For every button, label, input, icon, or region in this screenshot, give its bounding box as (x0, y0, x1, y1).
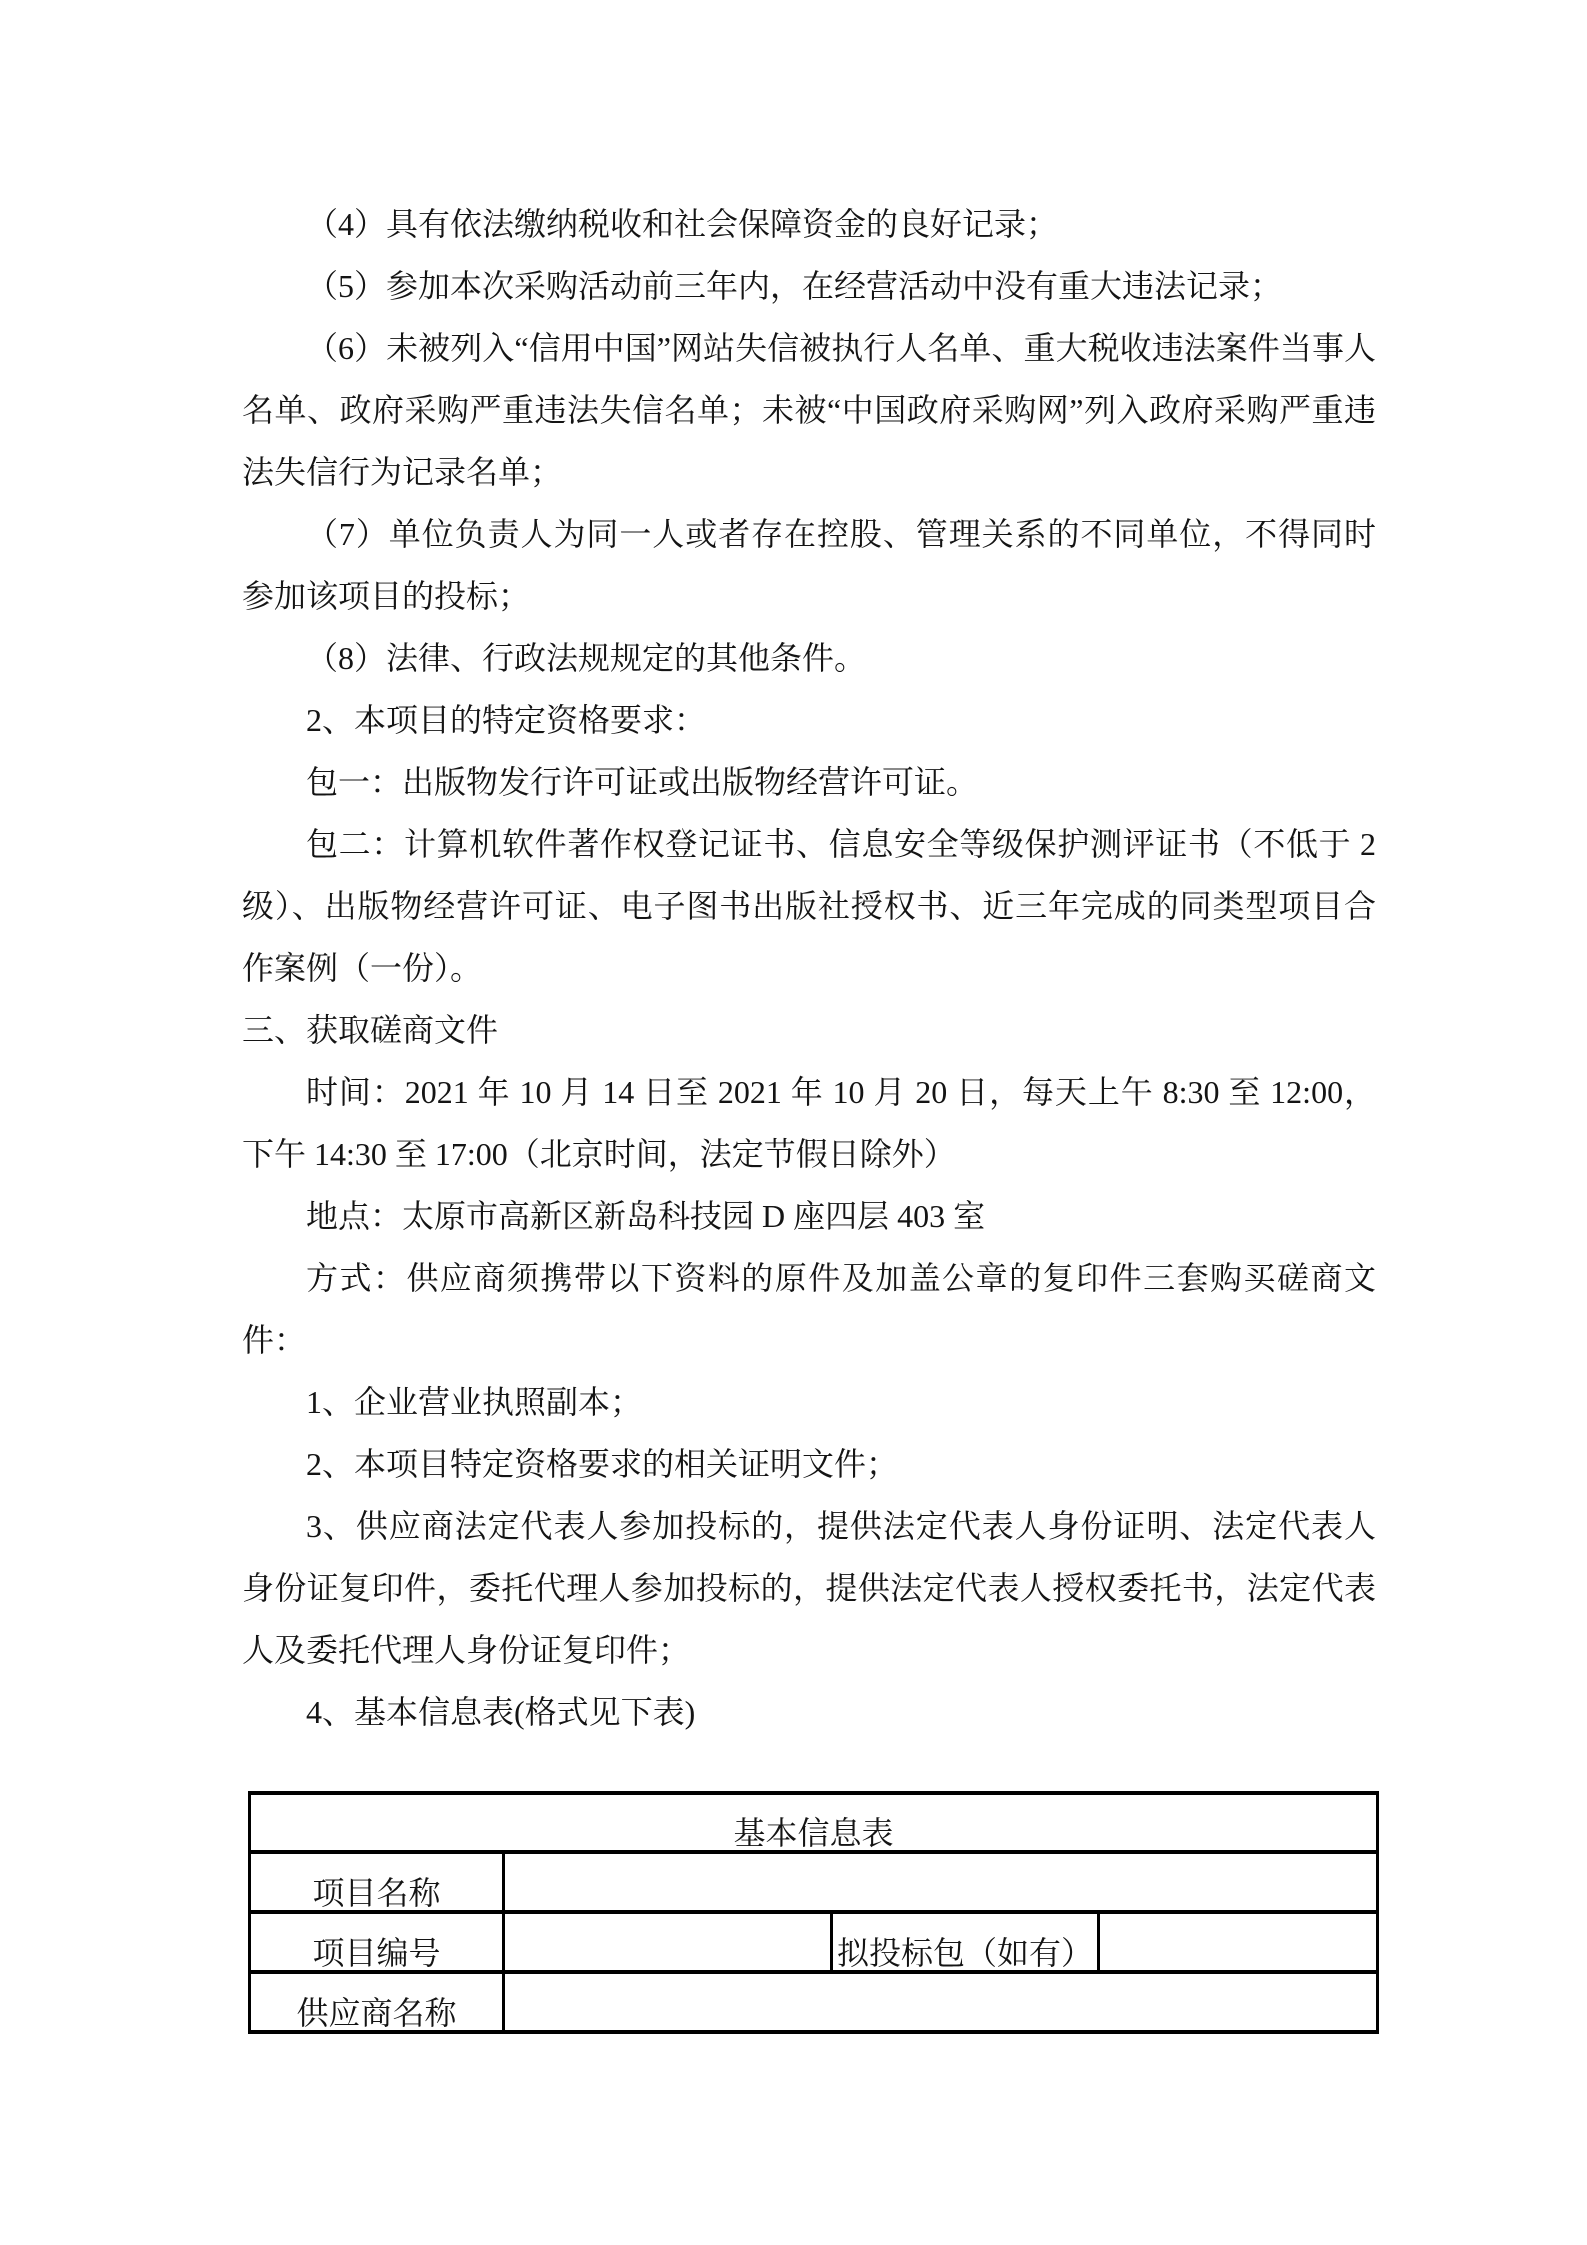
section-three-heading: 三、获取磋商文件 (242, 1012, 499, 1048)
field-project-number (504, 1912, 832, 1972)
method-info: 方式：供应商须携带以下资料的原件及加盖公章的复印件三套购买磋商文件： (242, 1260, 1376, 1358)
field-supplier-name (504, 1972, 1378, 2032)
table-row (250, 1972, 1378, 2032)
clause-5: （5）参加本次采购活动前三年内，在经营活动中没有重大违法记录； (306, 268, 1283, 304)
basic-info-table (248, 1791, 1379, 2034)
table-row (250, 1912, 1378, 1972)
location-info: 地点：太原市高新区新岛科技园 D 座四层 403 室 (306, 1198, 986, 1234)
time-info: 时间：2021 年 10 月 14 日至 2021 年 10 月 20 日，每天上午 8:30 至 12:00，下午 14:30 至 17:00（北京时间，法定节假日除外） (242, 1074, 1376, 1172)
package-one-requirement: 包一：出版物发行许可证或出版物经营许可证。 (306, 764, 979, 800)
field-project-name (504, 1852, 1378, 1912)
material-item-1: 1、企业营业执照副本； (306, 1384, 643, 1420)
table-title: 基本信息表 (250, 1793, 1378, 1852)
label-project-number: 项目编号 (250, 1912, 504, 1972)
clause-8: （8）法律、行政法规规定的其他条件。 (306, 640, 867, 676)
clause-7: （7）单位负责人为同一人或者存在控股、管理关系的不同单位，不得同时参加该项目的投标； (242, 516, 1376, 614)
clause-6: （6）未被列入“信用中国”网站失信被执行人名单、重大税收违法案件当事人名单、政府采购严重违法失信名单；未被“中国政府采购网”列入政府采购严重违法失信行为记录名单； (242, 330, 1376, 490)
specific-qualification-heading: 2、本项目的特定资格要求： (306, 702, 707, 738)
label-project-name: 项目名称 (250, 1852, 504, 1912)
document-body (242, 193, 1376, 2034)
package-two-requirement: 包二：计算机软件著作权登记证书、信息安全等级保护测评证书（不低于 2 级）、出版物经营许可证、电子图书出版社授权书、近三年完成的同类型项目合作案例（一份）。 (242, 826, 1376, 986)
material-item-3: 3、供应商法定代表人参加投标的，提供法定代表人身份证明、法定代表人身份证复印件，委托代理人参加投标的，提供法定代表人授权委托书，法定代表人及委托代理人身份证复印件； (242, 1508, 1376, 1668)
clause-4: （4）具有依法缴纳税收和社会保障资金的良好记录； (306, 206, 1059, 242)
label-supplier-name: 供应商名称 (250, 1972, 504, 2032)
material-item-2: 2、本项目特定资格要求的相关证明文件； (306, 1446, 899, 1482)
table-row (250, 1852, 1378, 1912)
material-item-4: 4、基本信息表(格式见下表) (306, 1694, 696, 1730)
table-title-row (250, 1793, 1378, 1852)
label-bid-package: 拟投标包（如有） (832, 1912, 1099, 1972)
field-bid-package (1099, 1912, 1378, 1972)
